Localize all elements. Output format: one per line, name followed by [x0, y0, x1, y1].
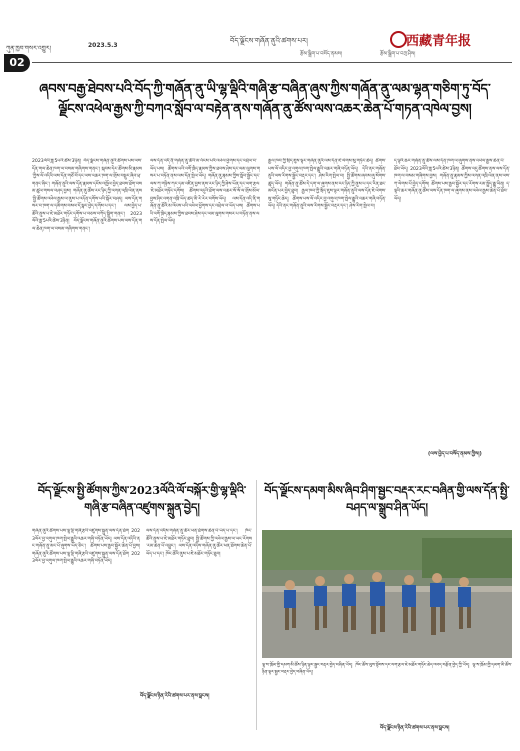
article3-title: བོད་ལྗོངས་དམག་མིས་ཞིབ་ཤིག་སྦྱང་བརྡར་རང་བཞིན་གྱི་ལས་དོན་སྤྱི་བཤད་ལ་སྒྲུབ་ཤིན་ཡོད།: [264, 484, 510, 514]
main-headline: ཞབས་བརྒྱ་ཐེབས་པའི་བོད་ཀྱི་གཞོན་ནུ་ཡི་ལྷ་ལྡིའི་གཞི་རྩ་བཞིན་ཞུས་ཀྱིས་གཞོན་ནུ་ལམ་ལྷན་གཅིག་ཏུ་བོད་ལྗོངས་འཕེལ་རྒྱས་ཀྱི་བཀའ་སློབ་ལ་བརྟེན་ནས་གཞོན་ནུ་ཚོས་ལས་འཆར་ཆེན་པོ་གཏན་འཁེལ་བྱས།: [39, 82, 491, 117]
page-number: 02: [4, 54, 30, 72]
article1-col3: རྒྱལ་ཁབ་ཀྱི་སྲིད་ཇུས་ལྟར་གཞོན་ནུའི་ལས་དོན་ཇེ་ལེགས་སུ་གཏོང་ཆེད། ཚོགས་པས་ལོ་འདིར་བྱ་འགུལ་ཁག་སྤེལ་རྒྱུའི་འཆར་གཞི་བཏོན་ཡོད། དེའི་ནང་གཞོན་ནུའི་ལས་རིགས་སྦྱོང་བརྡར་དང་། ཤེས་རིག་སྤེལ་བ། སྤྱི་ཚོགས་ཞབས་ཞུ་སོགས་ཚུད་ཡོད། གཞོན་ནུ་ཚོས་དེ་དག་ལ་ཞུགས་ནས་རང་ཉིད་ཀྱི་ནུས་པ་དང་རིན་ཐང་མངོན་པར་བྱེད་ཐུབ། རྒྱལ་ཁབ་ཀྱི་སྲིད་ཇུས་ལྟར་གཞོན་ནུའི་ལས་དོན་ཇེ་ལེགས་སུ་གཏོང་ཆེད། ཚོགས་པས་ལོ་འདིར་བྱ་འགུལ་ཁག་སྤེལ་རྒྱུའི་འཆར་གཞི་བཏོན་ཡོད། དེའི་ནང་གཞོན་ནུའི་ལས་རིགས་སྦྱོང་བརྡར་དང་། ཤེས་རིག་སྤེལ་བ།: [268, 159, 386, 209]
article1-col2: ལས་དོན་འདི་ནི་གཞོན་ནུ་ཚོའི་མ་འོངས་པའི་འཕེལ་ཕྱོགས་དང་འབྲེལ་བ་ཡོད་པས། ཚོགས་པའི་འགོ་ཁྲིད་རྣམས་ཀྱིས་ཐབས་ཤེས་དང་ལམ་ལུགས་གསར་པ་བཏོན་ནས་ལས་དོན་སྤེལ་ཡོད། གཞོན་ནུ་རྣམས་ཀྱིས་སློབ་སྦྱོང་དང་ལས་ཀ་གཉིས་ཀར་དམ་འཛིན་བྱས་ནས་རང་ཉིད་ཀྱི་ཤེས་ཡོན་དང་ལག་རྩལ་ཇེ་མཐོར་གཏོང་དགོས། ཚོགས་འདུའི་ཐོག་ལས་འཆར་སོ་སོ་ལ་གྲོས་མོལ་བྱས་ཤིང་འགན་འཁྲི་ཡོད་ཚད་མི་རེ་རེར་བགོས་ཡོད། ལས་དོན་འདི་ནི་གཞོན་ནུ་ཚོའི་མ་འོངས་པའི་འཕེལ་ཕྱོགས་དང་འབྲེལ་བ་ཡོད་པས། ཚོགས་པའི་འགོ་ཁྲིད་རྣམས་ཀྱིས་ཐབས་ཤེས་དང་ལམ་ལུགས་གསར་པ་བཏོན་ནས་ལས་དོན་སྤེལ་ཡོད།: [150, 159, 260, 224]
article2-title: བོད་ལྗོངས་སྤྱི་ཚོགས་ཀྱིས་2023ལོའི་ལོ་བསྐོར་གྱི་ལྷ་ལྡིའི་གཞི་རྩ་བཞིན་འཛུགས་སྐྲུན་བྱེད།: [37, 484, 247, 514]
page-header: [0, 0, 520, 70]
soldiers-running-photo: [262, 530, 512, 658]
article1-col4: ད་ལྟའི་ཆར་གཞོན་ནུ་ཚོས་ལས་དོན་ཁག་ལ་ཞུགས་ནས་འཕེལ་རྒྱས་ཆེན་པོ་ཐོབ་ཡོད། 2023ལོའི་ཟླ་5པའི་ཚེས་3ཉིན། ཚོགས་འདུ་ཚོགས་ནས་ལས་དོན་ཁག་ལ་བསམ་གཞིགས་བྱས། གཞོན་ནུ་རྣམས་ཀྱིས་འགན་འཁྲི་ལེན་ནས་ལས་ཀ་ལེགས་པོ་བྱེད་དགོས། ཚོགས་པས་རྒྱབ་སྐྱོར་དང་རོགས་རམ་སྤྲོད་རྒྱུ་ཡིན། ད་ལྟའི་ཆར་གཞོན་ནུ་ཚོས་ལས་དོན་ཁག་ལ་ཞུགས་ནས་འཕེལ་རྒྱས་ཆེན་པོ་ཐོབ་ཡོད།: [394, 159, 510, 202]
newspaper-logo-icon: [390, 31, 407, 48]
article2-byline: བོད་ལྗོངས་ཉིན་རེའི་ཚགས་པར་ནས་བླངས།: [140, 693, 210, 699]
article1-col1: 2023ལོའི་ཟླ་5པའི་ཚེས་3ཉིན། བོད་ལྗོངས་གཞོན་ནུའི་ཚོགས་པས་ལས་དོན་གལ་ཆེན་ཁག་ལ་བསམ་གཞིགས་གནང་། སྐབས་དེར་ཚོགས་མི་རྣམས་ཀྱིས་ལོ་འདིའི་ལས་དོན་གཙོ་བོ་དང་ལས་འཆར་ཁག་ལ་གྲོས་བསྡུར་ཞིབ་ཕྲ་གནང་ཞིང་། གཞོན་ནུའི་ལས་དོན་རྣམས་དངོས་འཁྱོལ་བྱེད་ཐབས་ཐོག་བསམ་ཚུལ་གསལ་བཤད་བྱས། གཞོན་ནུ་ཚོས་རང་ཉིད་ཀྱི་འགན་འཁྲི་ལེན་ནས་སྤྱི་ཚོགས་འཕེལ་རྒྱས་ལ་ནུས་པ་འདོན་དགོས་པའི་སྐོར་བཤད། ལས་དོན་གསར་བ་ཁག་ལ་དམིགས་བསལ་དོ་སྣང་བྱེད་དགོས་པ་དང་། ལས་བྱེད་པ་ཚོའི་ནུས་པ་ཇེ་མཐོར་གཏོང་དགོས་པ་བཅས་བཀོད་སྒྲིག་གནང་། 2023ལོའི་ཟླ་5པའི་ཚེས་3ཉིན། བོད་ལྗོངས་གཞོན་ནུའི་ཚོགས་པས་ལས་དོན་གལ་ཆེན་ཁག་ལ་བསམ་གཞིགས་གནང་།: [32, 159, 142, 232]
article1-byline: (ལས་བྱེད་པ་བསོད་ནམས་ཀྱིས།): [428, 451, 482, 457]
column-divider: [256, 480, 257, 730]
issue-date: 2023.5.3: [88, 42, 118, 49]
header-rule: [32, 62, 512, 63]
article2-col1: གཞོན་ནུའི་ཚོགས་པས་ལྷ་ལྡི་གཞི་རྩའི་འཛུགས་སྐྲུན་ལས་དོན་ཐོག 2023ལོར་བྱ་འགུལ་ཁག་སྤེལ་རྒྱུའི་འཆར་གཞི་བཏོན་ཡོད། ལས་དོན་འདིའི་ནང་གཞོན་ནུ་མང་པོ་ཞུགས་ཡོད་ཅིང་། ཚོགས་པས་རྒྱབ་སྐྱོར་ཆེན་པོ་བྱས། གཞོན་ནུའི་ཚོགས་པས་ལྷ་ལྡི་གཞི་རྩའི་འཛུགས་སྐྲུན་ལས་དོན་ཐོག 2023ལོར་བྱ་འགུལ་ཁག་སྤེལ་རྒྱུའི་འཆར་གཞི་བཏོན་ཡོད།: [32, 529, 140, 564]
newspaper-logo: 西藏青年报: [406, 34, 472, 49]
photo-caption: ལྷ་ས་ཁྲོམ་གྱི་དམག་མི་ཚོས་ཉིན་ལྟར་སྦྱང་བརྡར་བྱེད་བཞིན་ཡོད། ཁོང་ཚོས་ལུས་སྟོབས་དང་ལག་རྩལ་ཇེ་མཐོར་གཏོང་ཆེད་འབད་བརྩོན་བྱེད་ཀྱི་ཡོད། ལྷ་ས་ཁྲོམ་གྱི་དམག་མི་ཚོས་ཉིན་ལྟར་སྦྱང་བརྡར་བྱེད་བཞིན་ཡོད།: [262, 663, 512, 675]
editor-credit-2: རྩོམ་སྒྲིག་པ་བཀྲ་ཤིས།: [380, 51, 416, 57]
article3-byline: བོད་ལྗོངས་ཉིན་རེའི་ཚགས་པར་ནས་བླངས།: [380, 725, 450, 731]
article2-col2: ལས་དོན་འདིས་གཞོན་ནུ་ཚོར་ཕན་ཐོགས་ཆེན་པོ་ཡོད་པ་དང་། ཁོང་ཚོའི་ནུས་པ་ཇེ་མཐོར་གཏོང་ཐུབ། སྤྱི་ཚོགས་ཀྱི་འཕེལ་རྒྱས་ལ་ཡང་རོགས་རམ་ཆེན་པོ་འབྱུང་། ལས་དོན་འདིས་གཞོན་ནུ་ཚོར་ཕན་ཐོགས་ཆེན་པོ་ཡོད་པ་དང་། ཁོང་ཚོའི་ནུས་པ་ཇེ་མཐོར་གཏོང་ཐུབ།: [146, 529, 252, 557]
section-label: ཀུན་ཁྱབ་གསར་འགྱུར།: [6, 45, 51, 52]
masthead-title: བོད་ལྗོངས་གཞོན་ནུའི་ཚགས་པར།: [230, 37, 308, 45]
editor-credit-1: རྩོམ་སྒྲིག་པ་བསོད་ནམས།: [300, 51, 343, 57]
